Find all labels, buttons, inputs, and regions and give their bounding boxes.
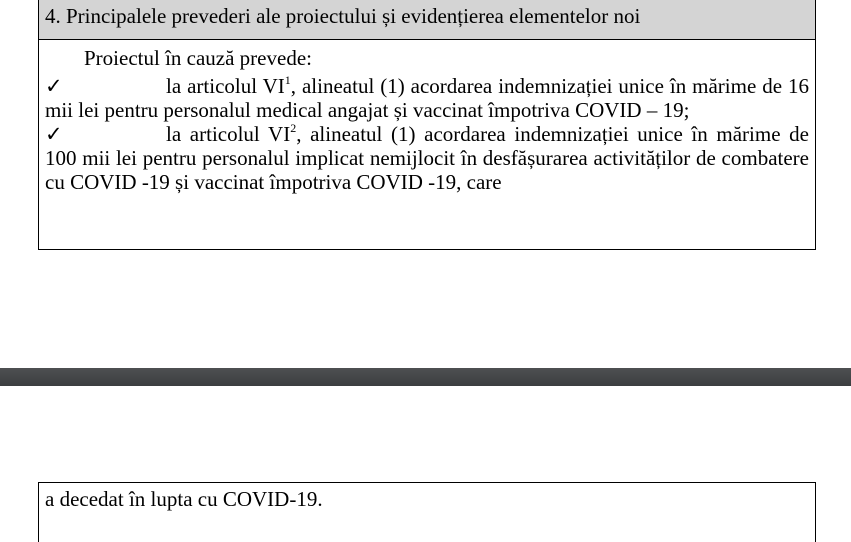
provision-item — [45, 74, 809, 122]
checkmark-icon: ✓ — [45, 74, 63, 98]
provision-item — [45, 122, 809, 194]
checkmark-icon: ✓ — [45, 122, 63, 146]
document-page-bottom — [0, 386, 851, 527]
provisions-table — [38, 0, 816, 250]
provision-text: , alineatul (1) acordarea indemnizației unice în mărime de 100 mii lei pentru personalul implicat nemijlocit în desfășurarea activităților de combatere cu COVID -19 și vaccinat împotriva COVID -19, care — [45, 122, 809, 194]
section-header: 4. Principalele prevederi ale proiectului și evidențierea elementelor noi — [39, 0, 815, 40]
provision-lead: la articolul VI — [166, 122, 291, 146]
section-body — [39, 40, 815, 194]
provision-superscript: 1 — [284, 73, 291, 87]
provision-lead: la articolul VI — [166, 74, 285, 98]
provision-superscript: 2 — [290, 121, 297, 135]
continuation-cell: a decedat în lupta cu COVID-19. — [38, 482, 816, 542]
provision-text: , alineatul (1) acordarea indemnizației unice în mărime de 16 mii lei pentru personalul medical angajat și vaccinat împotriva COVID – 19; — [45, 74, 809, 122]
intro-text: Proiectul în cauză prevede: — [84, 46, 312, 70]
page-separator — [0, 368, 851, 386]
